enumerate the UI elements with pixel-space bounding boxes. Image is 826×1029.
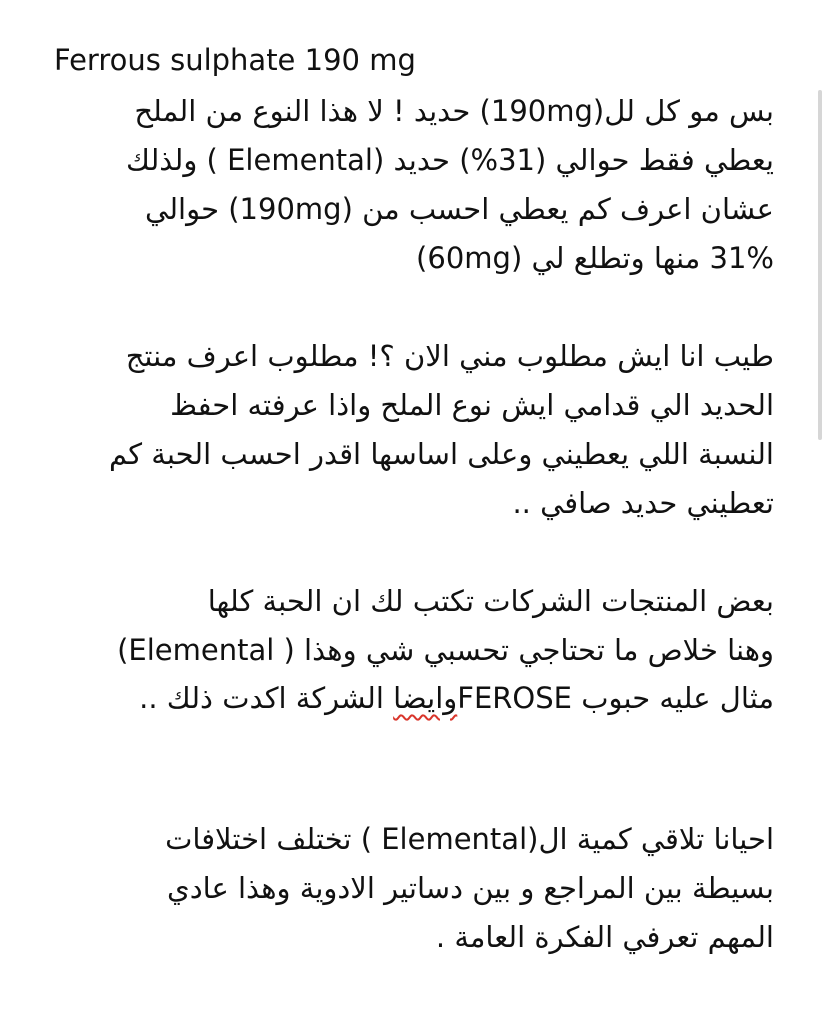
paragraph-2-line-3: النسبة اللي يعطيني وعلى اساسها اقدر احسب الحبة كم — [108, 437, 774, 471]
note-heading: Ferrous sulphate 190 mg — [54, 43, 416, 77]
paragraph-2-line-4: تعطيني حديد صافي .. — [512, 486, 774, 520]
scrollbar[interactable] — [818, 90, 822, 440]
paragraph-4-line-2: بسيطة بين المراجع و بين دساتير الادوية وهذا عادي — [167, 871, 774, 905]
paragraph-1-line-1: بس مو كل لل(190mg) حديد ! لا هذا النوع من الملح — [134, 94, 774, 128]
paragraph-4-line-3: المهم تعرفي الفكرة العامة . — [435, 920, 774, 954]
paragraph-3-line-3-text: مثال عليه حبوب FEROSE — [457, 681, 774, 715]
paragraph-1-line-3: عشان اعرف كم يعطي احسب من (190mg) حوالي — [145, 192, 774, 226]
spellcheck-word[interactable]: وايضا — [393, 681, 458, 715]
paragraph-3-line-2: (Elemental ) وهنا خلاص ما تحتاجي تحسبي شي وهذا — [117, 633, 774, 667]
paragraph-3-line-3 — [44, 677, 774, 719]
paragraph-2-line-1: طيب انا ايش مطلوب مني الان ؟! مطلوب اعرف منتج — [125, 339, 774, 373]
paragraph-2-line-2: الحديد الي قدامي ايش نوع الملح واذا عرفته احفظ — [170, 388, 774, 422]
paragraph-3-line-3-end: الشركة اكدت ذلك .. — [139, 681, 394, 715]
paragraph-1-line-2: يعطي فقط حوالي (31%) حديد (Elemental ) ولذلك — [126, 143, 774, 177]
paragraph-3-line-1: بعض المنتجات الشركات تكتب لك ان الحبة كلها — [207, 584, 774, 618]
paragraph-4-line-1: احيانا تلاقي كمية ال(Elemental ) تختلف اختلافات — [165, 822, 774, 856]
paragraph-1-line-4: 31% منها وتطلع لي (60mg) — [416, 241, 774, 275]
